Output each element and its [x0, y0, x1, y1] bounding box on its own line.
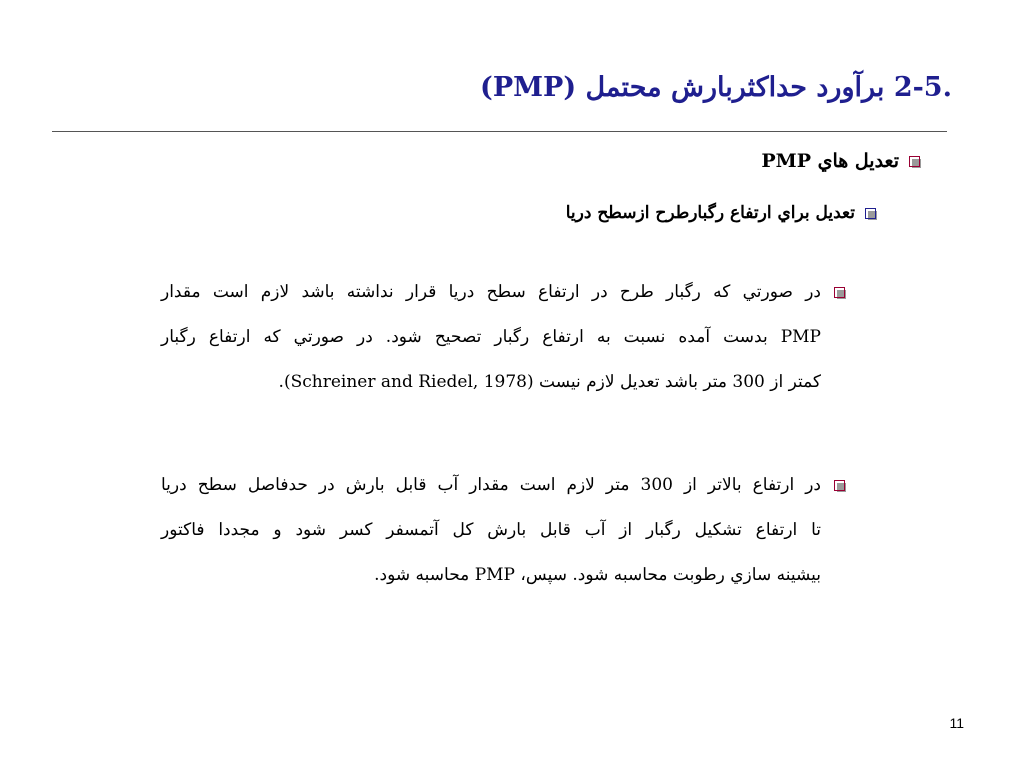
bullet-level-1	[761, 150, 920, 172]
bullet-text: تعديل براي ارتفاع رگبارطرح ازسطح دريا	[565, 203, 855, 223]
bullet-level-2	[566, 203, 876, 223]
paragraph-line: در صورتي كه رگبار طرح در ارتفاع سطح دريا قرار نداشته باشد لازم است مقدار	[161, 282, 821, 302]
square-bullet-icon	[834, 287, 845, 298]
paragraph-2	[161, 463, 821, 598]
paragraph-line: بيشينه سازي رطوبت محاسبه شود. سپس، PMP محاسبه شود.	[374, 565, 821, 585]
square-bullet-icon	[865, 208, 876, 219]
page-number: 11	[949, 715, 964, 731]
paragraph-line: PMP بدست آمده نسبت به ارتفاع رگبار تصحيح شود. در صورتي كه ارتفاع رگبار	[161, 327, 821, 347]
paragraph-line: تا ارتفاع تشكيل رگبار از آب قابل بارش كل آتمسفر كسر شود و مجددا فاكتور	[161, 520, 821, 540]
paragraph-line: در ارتفاع بالاتر از 300 متر لازم است مقدار آب قابل بارش در حدفاصل سطح دريا	[161, 475, 822, 495]
square-bullet-icon	[834, 480, 845, 491]
paragraph-1	[161, 270, 821, 405]
slide-title: .2-5 برآورد حداكثربارش محتمل (PMP)	[480, 72, 952, 103]
title-divider	[52, 131, 947, 132]
square-bullet-icon	[909, 156, 920, 167]
bullet-text: تعديل هاي PMP	[761, 150, 899, 172]
paragraph-line: كمتر از 300 متر باشد تعديل لازم نيست (Schreiner and Riedel, 1978).	[278, 372, 821, 392]
